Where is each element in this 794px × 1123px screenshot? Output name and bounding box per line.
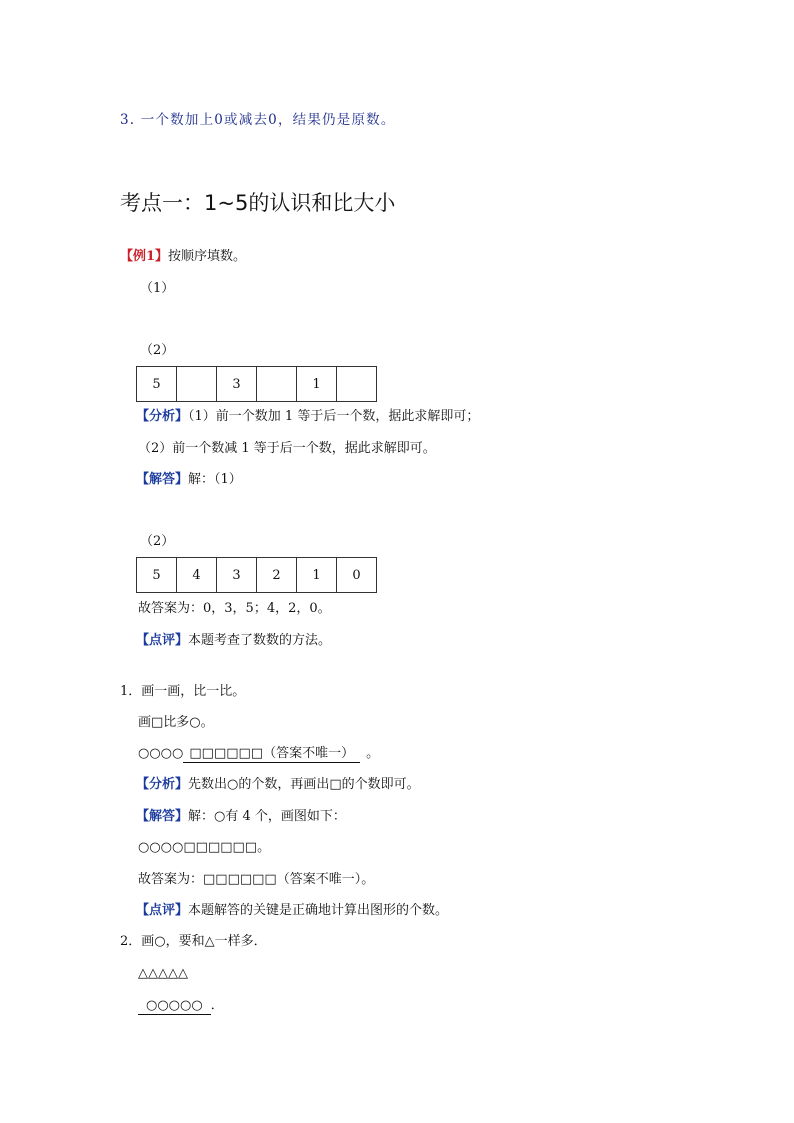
sequence-cell	[177, 367, 217, 402]
sequence-cell: 1	[297, 558, 337, 593]
comment-tag: 【点评】	[136, 903, 189, 918]
part-2-label: （2）	[140, 343, 175, 358]
answer-tag: 【解答】	[136, 472, 189, 487]
analysis-tag: 【分析】	[136, 409, 189, 424]
sequence-cell: 3	[217, 558, 257, 593]
sequence-cell: 1	[297, 367, 337, 402]
answer-blank: ○○○○○	[138, 998, 211, 1015]
sequence-cell: 4	[177, 558, 217, 593]
question-2-fill-line	[138, 997, 224, 1015]
example-prompt-text: 按顺序填数。	[168, 249, 247, 264]
sentence-end: ．	[210, 998, 224, 1013]
sequence-cell	[257, 367, 297, 402]
question-1-instruction: 画□比多○。	[138, 715, 214, 730]
comment-line	[136, 632, 331, 650]
sequence-cell: 0	[337, 558, 377, 593]
analysis-tag: 【分析】	[136, 777, 189, 792]
analysis-line-2: （2）前一个数减 1 等于后一个数，据此求解即可。	[138, 441, 436, 456]
answer-text: 解：（1）	[188, 472, 242, 487]
comment-tag: 【点评】	[136, 633, 189, 648]
comment-text: 本题考查了数数的方法。	[188, 633, 332, 648]
sequence-cell	[337, 367, 377, 402]
sequence-cell: 2	[257, 558, 297, 593]
example-tag: 【例1】	[120, 249, 169, 264]
point-3-text: 3. 一个数加上0或减去0，结果仍是原数。	[120, 112, 396, 128]
question-1-drawing: ○○○○□□□□□□。	[138, 840, 271, 855]
question-sequence-table	[136, 366, 377, 402]
answer-sequence-table	[136, 557, 377, 593]
comment-text: 本题解答的关键是正确地计算出图形的个数。	[188, 903, 449, 918]
question-1-comment	[136, 902, 448, 920]
circle-shapes: ○○○○	[138, 746, 184, 761]
sentence-end: 。	[366, 746, 380, 761]
question-1-fill-line	[138, 745, 379, 763]
answer-line	[136, 471, 242, 489]
question-1-title: 1．画一画，比一比。	[120, 684, 246, 699]
sequence-cell: 3	[217, 367, 257, 402]
example-1-prompt	[120, 248, 246, 266]
question-1-answer	[136, 808, 346, 826]
triangle-shapes: △△△△△	[138, 966, 188, 981]
sequence-cell: 5	[137, 367, 177, 402]
question-1-final-answer: 故答案为：□□□□□□（答案不唯一）。	[138, 872, 375, 887]
answer-part-2-label: （2）	[140, 534, 175, 549]
analysis-text: （1）前一个数加 1 等于后一个数，据此求解即可；	[188, 409, 480, 424]
analysis-line-1	[136, 408, 479, 426]
answer-tag: 【解答】	[136, 809, 189, 824]
answer-blank: □□□□□□（答案不唯一）	[183, 746, 360, 763]
question-2-title: 2．画○，要和△一样多．	[120, 934, 267, 949]
question-1-analysis	[136, 776, 420, 794]
final-answer: 故答案为：0，3，5；4，2，0。	[138, 601, 331, 616]
answer-text: 解：○有 4 个，画图如下：	[188, 809, 346, 824]
section-heading: 考点一：1~5的认识和比大小	[120, 191, 396, 215]
sequence-cell: 5	[137, 558, 177, 593]
analysis-text: 先数出○的个数，再画出□的个数即可。	[188, 777, 420, 792]
part-1-label: （1）	[140, 281, 175, 296]
